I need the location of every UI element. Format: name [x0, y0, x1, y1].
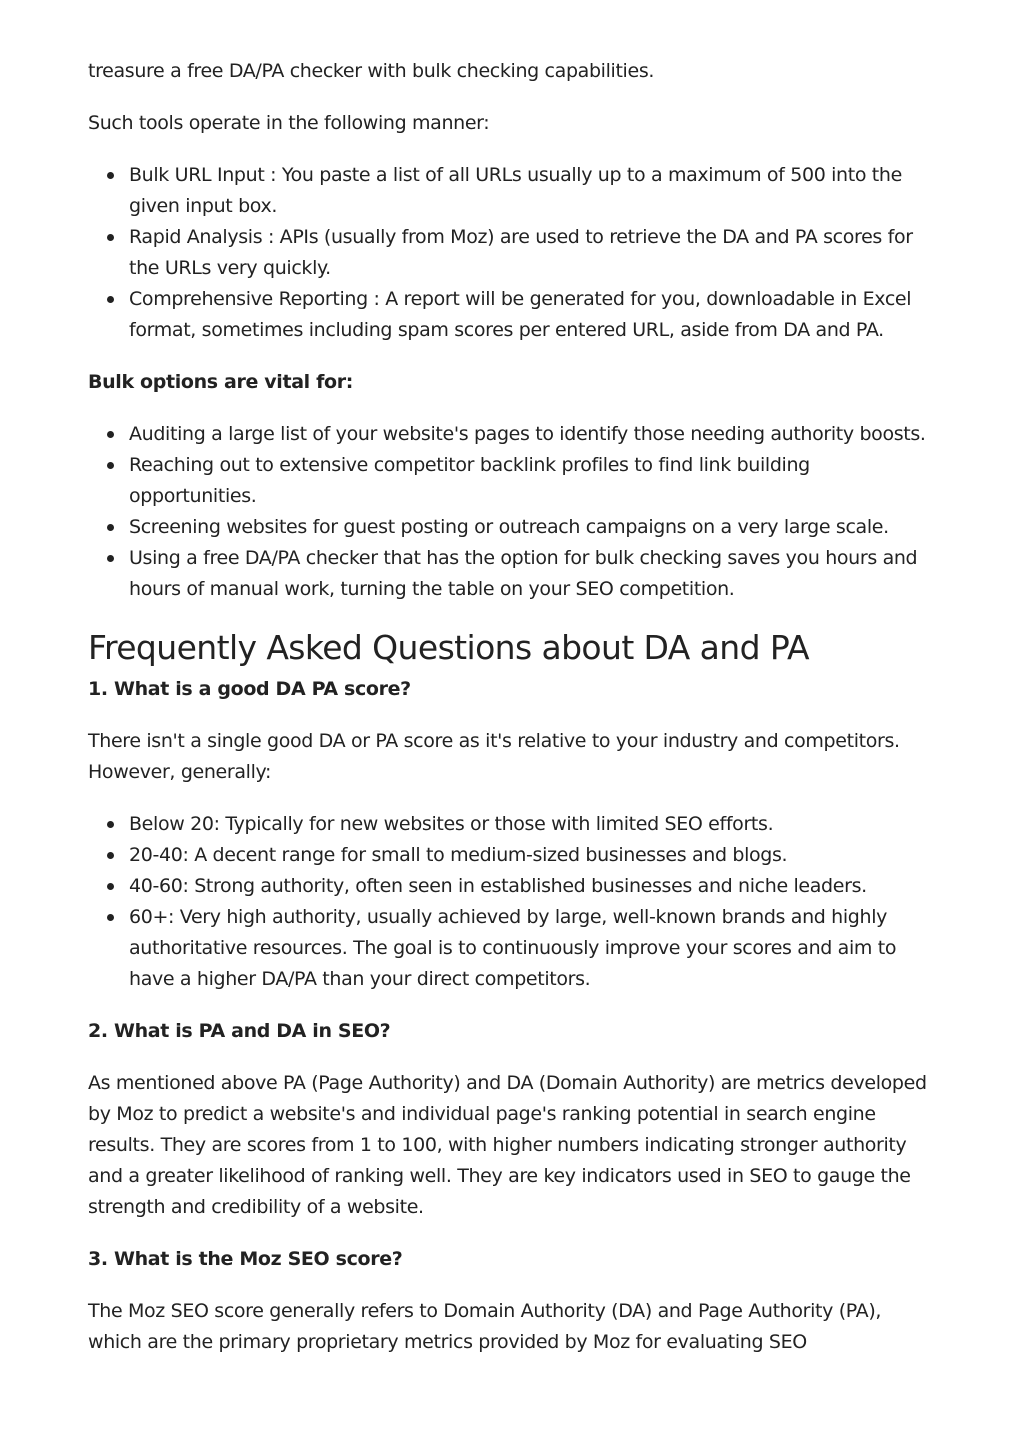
list-item: 60+: Very high authority, usually achieved by large, well-known brands and highly authoritative resources. The goal is to continuously improve your scores and aim to have a higher DA/PA than your direct competitors.: [129, 902, 928, 995]
list-item: Auditing a large list of your website's pages to identify those needing authority boosts.: [129, 419, 928, 450]
list-item: Rapid Analysis : APIs (usually from Moz) are used to retrieve the DA and PA scores for the URLs very quickly.: [129, 222, 928, 284]
list-item: Reaching out to extensive competitor backlink profiles to find link building opportunities.: [129, 450, 928, 512]
list-item: Screening websites for guest posting or outreach campaigns on a very large scale.: [129, 512, 928, 543]
bulk-options-heading: Bulk options are vital for:: [88, 371, 353, 393]
faq-title: Frequently Asked Questions about DA and PA: [88, 628, 809, 667]
intro-paragraph: Such tools operate in the following manner:: [88, 112, 490, 134]
faq-answer: There isn't a single good DA or PA score as it's relative to your industry and competitors. However, generally:: [88, 730, 900, 783]
faq-question: 3. What is the Moz SEO score?: [88, 1248, 403, 1270]
bulk-options-list: [88, 419, 928, 605]
tool-steps-list: [88, 160, 928, 346]
faq-answer: As mentioned above PA (Page Authority) and DA (Domain Authority) are metrics developed by Moz to predict a website's and individual page's ranking potential in search engine results. They are scores from 1 to 100, with higher numbers indicating stronger authority and a greater likelihood of ranking well. They are key indicators used in SEO to gauge the strength and credibility of a website.: [88, 1072, 927, 1218]
score-ranges-list: [88, 809, 928, 995]
intro-paragraph: treasure a free DA/PA checker with bulk checking capabilities.: [88, 60, 655, 82]
list-item: Bulk URL Input : You paste a list of all URLs usually up to a maximum of 500 into the given input box.: [129, 160, 928, 222]
list-item: Below 20: Typically for new websites or those with limited SEO efforts.: [129, 809, 928, 840]
faq-answer: The Moz SEO score generally refers to Domain Authority (DA) and Page Authority (PA), which are the primary proprietary metrics provided by Moz for evaluating SEO: [88, 1300, 882, 1353]
list-item: Comprehensive Reporting : A report will be generated for you, downloadable in Excel format, sometimes including spam scores per entered URL, aside from DA and PA.: [129, 284, 928, 346]
list-item: 20-40: A decent range for small to medium-sized businesses and blogs.: [129, 840, 928, 871]
list-item: Using a free DA/PA checker that has the option for bulk checking saves you hours and hours of manual work, turning the table on your SEO competition.: [129, 543, 928, 605]
article-body: [88, 56, 928, 1379]
faq-question: 2. What is PA and DA in SEO?: [88, 1020, 391, 1042]
list-item: 40-60: Strong authority, often seen in established businesses and niche leaders.: [129, 871, 928, 902]
faq-question: 1. What is a good DA PA score?: [88, 678, 411, 700]
